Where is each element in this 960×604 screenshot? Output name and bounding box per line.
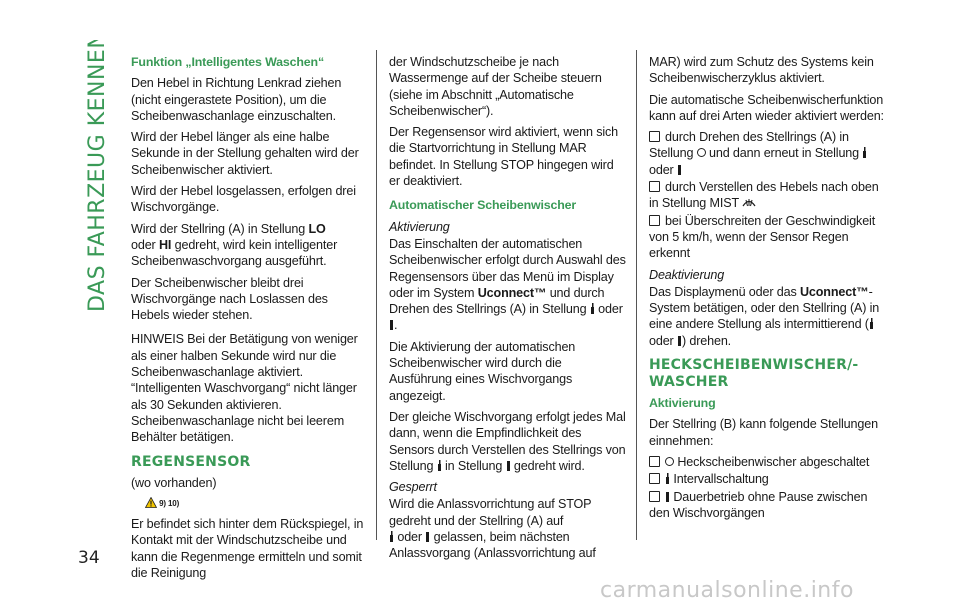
paragraph: Der Stellring (B) kann folgende Stellungen einnehmen:	[649, 417, 878, 448]
bullet-item: durch Drehen des Stellrings (A) in Stellung und dann erneut in Stellung oder	[649, 129, 887, 178]
paragraph: Er befindet sich hinter dem Rückspiegel, in Kontakt mit der Windschutzscheibe und kann die Regenmenge ermitteln und somit die Reinigung	[131, 517, 364, 581]
intermittent-symbol-2	[389, 319, 394, 330]
page-number: 34	[78, 548, 100, 568]
bullet-box-icon	[649, 131, 660, 142]
subheading-deaktivierung: Deaktivierung	[649, 267, 725, 282]
list-item: Intervallschaltung	[649, 471, 887, 487]
intermittent-symbol-1	[869, 318, 874, 329]
paragraph: Wird die Anlassvorrichtung auf STOP gedreht und der Stellring (A) auf oder gelassen, beim nächsten Anlassvorgang (Anlassvorrichtung auf	[389, 497, 596, 561]
mist-icon	[742, 197, 756, 208]
heading-aktivierung: Aktivierung	[649, 396, 716, 411]
subheading-gesperrt: Gesperrt	[389, 480, 437, 495]
paragraph: Wird der Hebel länger als eine halbe Sekunde in der Stellung gehalten wird der Scheibenwischer aktiviert.	[131, 130, 359, 177]
off-ring-icon	[697, 148, 706, 157]
paragraph: Das Einschalten der automatischen Scheibenwischer erfolgt durch Auswahl des Regensensors über das Menü im Display oder im System Uconnect™ und durch Drehen des Stellrings (A) in Stellung oder .	[389, 236, 626, 333]
list-item: Dauerbetrieb ohne Pause zwischen den Wischvorgängen	[649, 489, 868, 520]
note-paragraph: HINWEIS Bei der Betätigung von weniger als einer halben Sekunde wird nur die Scheibenwaschanlage aktiviert. “Intelligenten Waschvorgang“ nicht länger als 30 Sekunden aktivieren. Scheibenwaschanlage nicht bei leerem Behälter betätigen.	[131, 332, 358, 445]
paragraph: Wird der Stellring (A) in Stellung LO oder HI gedreht, wird kein intelligenter Scheibenwaschvorgang ausgeführt.	[131, 221, 338, 269]
warning-refs	[145, 496, 369, 512]
section-title-text: DAS FAHRZEUG KENNEN	[85, 40, 110, 312]
intermittent-symbol-1	[862, 147, 867, 158]
bullet-box-icon	[649, 215, 660, 226]
bullet-item: durch Verstellen des Hebels nach oben in Stellung MIST	[649, 180, 879, 211]
heading-heckscheibenwischer: HECKSCHEIBENWISCHER/-WASCHER	[649, 357, 859, 391]
column-1	[131, 54, 369, 586]
paragraph: Der Regensensor wird aktiviert, wenn sich die Startvorrichtung in Stellung MAR befindet. In Stellung STOP hingegen wird er deaktiviert.	[389, 125, 619, 189]
heading-auto-wiper: Automatischer Scheibenwischer	[389, 198, 577, 213]
warning-ref-text: 9) 10)	[159, 498, 180, 508]
off-ring-icon	[665, 457, 674, 466]
paragraph: MAR) wird zum Schutz des Systems kein Scheibenwischerzyklus aktiviert.	[649, 55, 874, 86]
hi-symbol: HI	[158, 237, 172, 252]
watermark: carmanualsonline.info	[600, 578, 854, 603]
intermittent-symbol-2	[677, 164, 682, 175]
list-item: Heckscheibenwischer abgeschaltet	[649, 454, 887, 470]
paragraph: (wo vorhanden)	[131, 475, 217, 490]
paragraph: Die automatische Scheibenwischerfunktion kann auf drei Arten wieder aktiviert werden:	[649, 92, 884, 123]
uconnect-label: Uconnect™	[799, 284, 869, 299]
bullet-box-icon	[649, 181, 660, 192]
lo-symbol: LO	[308, 221, 326, 236]
bullet-box-icon	[649, 491, 660, 502]
heading-funktion: Funktion „Intelligentes Waschen“	[131, 55, 325, 69]
subheading-aktivierung: Aktivierung	[389, 219, 450, 234]
paragraph: Der Scheibenwischer bleibt drei Wischvorgänge nach Loslassen des Hebels wieder stehen.	[131, 275, 328, 323]
warning-icon	[145, 497, 157, 508]
paragraph: Der gleiche Wischvorgang erfolgt jedes Mal dann, wenn die Empfindlichkeit des Sensors durch Verstellen des Stellrings von Stellung in Stellung gedreht wird.	[389, 409, 626, 473]
paragraph: Den Hebel in Richtung Lenkrad ziehen (nicht eingerastete Position), um die Scheibenwaschanlage einzuschalten.	[131, 76, 342, 123]
heading-regensensor: REGENSENSOR	[131, 453, 251, 470]
paragraph: Wird der Hebel losgelassen, erfolgen drei Wischvorgänge.	[131, 184, 356, 215]
column-2	[389, 54, 627, 567]
uconnect-label: Uconnect™	[477, 285, 547, 300]
column-divider	[636, 50, 637, 540]
bullet-box-icon	[649, 456, 660, 467]
section-title	[80, 40, 114, 320]
paragraph: der Windschutzscheibe je nach Wassermenge auf der Scheibe steuern (siehe im Abschnitt „Automatische Scheibenwischer“).	[389, 55, 602, 118]
paragraph: Das Displaymenü oder das Uconnect™-System betätigen, oder den Stellring (A) in eine andere Stellung als intermittierend ( oder ) drehen.	[649, 284, 880, 348]
paragraph: Die Aktivierung der automatischen Scheibenwischer wird durch die Ausführung eines Wischvorgangs angezeigt.	[389, 339, 576, 403]
bullet-item: bei Überschreiten der Geschwindigkeit von 5 km/h, wenn der Sensor Regen erkennt	[649, 213, 876, 261]
bullet-box-icon	[649, 473, 660, 484]
column-3	[649, 54, 887, 526]
column-divider	[376, 50, 377, 540]
